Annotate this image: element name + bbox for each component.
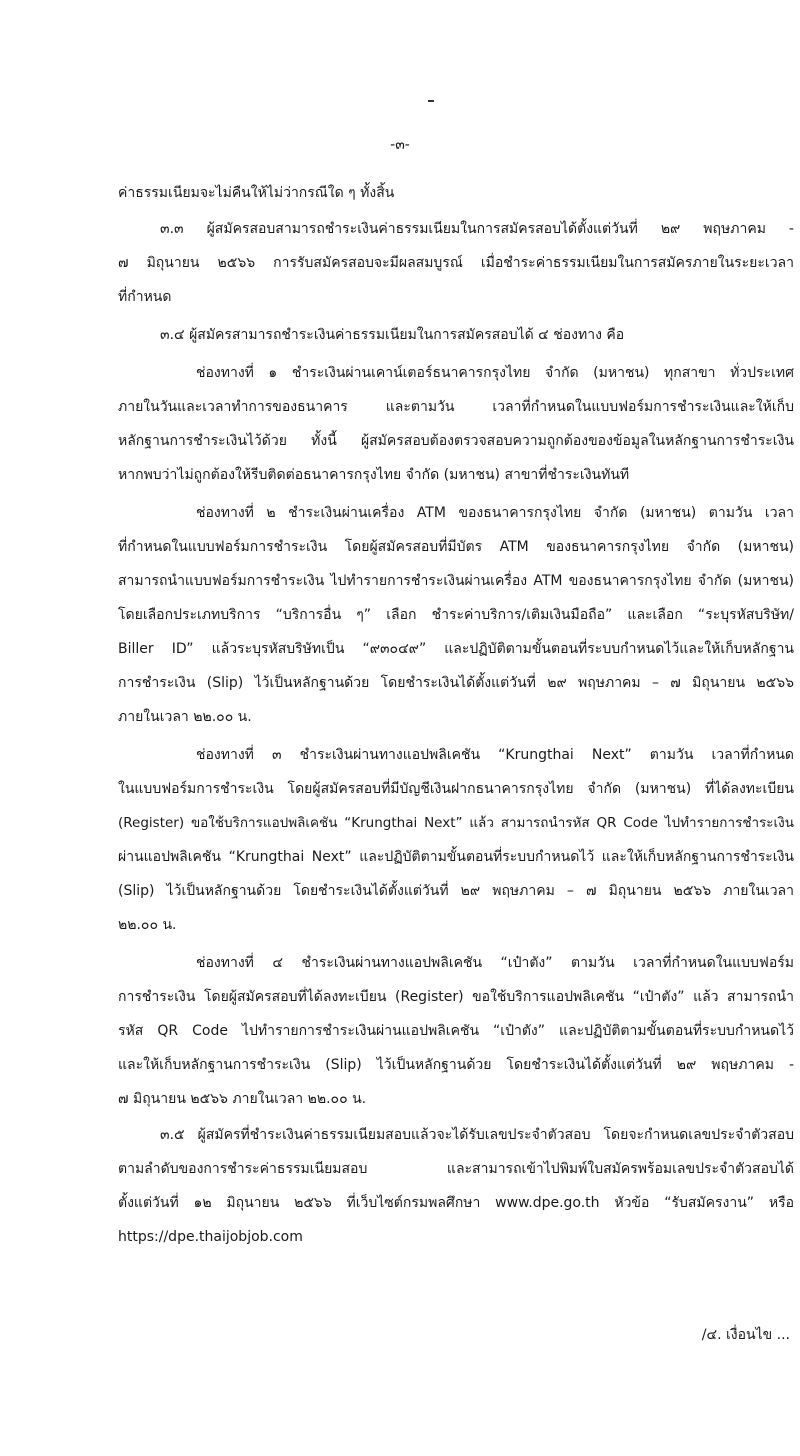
text-line: ภายในวันและเวลาทำการของธนาคาร และตามวัน เวลาที่กำหนดในแบบฟอร์มการชำระเงินและให้เก็บ bbox=[118, 399, 794, 415]
text-line: (Slip) ไว้เป็นหลักฐานด้วย โดยชำระเงินได้ตั้งแต่วันที่ ๒๙ พฤษภาคม – ๗ มิถุนายน ๒๕๖๖ ภายในเวลา bbox=[118, 883, 794, 899]
text-line: หลักฐานการชำระเงินไว้ด้วย ทั้งนี้ ผู้สมัครสอบต้องตรวจสอบความถูกต้องของข้อมูลในหลักฐานการชำระเงิน bbox=[118, 433, 794, 449]
text-line: การชำระเงิน (Slip) ไว้เป็นหลักฐานด้วย โดยชำระเงินได้ตั้งแต่วันที่ ๒๙ พฤษภาคม – ๗ มิถุนายน ๒๕๖๖ bbox=[118, 675, 794, 691]
text-line: ๓.๓ ผู้สมัครสอบสามารถชำระเงินค่าธรรมเนียมในการสมัครสอบได้ตั้งแต่วันที่ ๒๙ พฤษภาคม - bbox=[160, 221, 794, 237]
text-line: ๗ มิถุนายน ๒๕๖๖ การรับสมัครสอบจะมีผลสมบูรณ์ เมื่อชำระค่าธรรมเนียมในการสมัครภายในระยะเวลา bbox=[118, 255, 794, 271]
text-line: ตามลำดับของการชำระค่าธรรมเนียมสอบ และสามารถเข้าไปพิมพ์ใบสมัครพร้อมเลขประจำตัวสอบได้ bbox=[118, 1161, 794, 1177]
text-line: ๗ มิถุนายน ๒๕๖๖ ภายในเวลา ๒๒.๐๐ น. bbox=[118, 1091, 367, 1107]
text-line: รหัส QR Code ไปทำรายการชำระเงินผ่านแอปพลิเคชัน “เป๋าตัง” และปฏิบัติตามขั้นตอนที่ระบบกำหนดไว้ bbox=[118, 1023, 794, 1039]
text-line: ที่กำหนด bbox=[118, 289, 172, 305]
text-line: ตั้งแต่วันที่ ๑๒ มิถุนายน ๒๕๖๖ ที่เว็บไซต์กรมพลศึกษา www.dpe.go.th หัวข้อ “รับสมัครงาน” หรือ bbox=[118, 1195, 794, 1211]
text-line: Biller ID” แล้วระบุรหัสบริษัทเป็น “๙๓๐๔๙” และปฏิบัติตามขั้นตอนที่ระบบกำหนดไว้และให้เก็บหลักฐาน bbox=[118, 641, 794, 657]
page-footer-continuation: /๔. เงื่อนไข ... bbox=[701, 1327, 790, 1343]
text-line: (Register) ขอใช้บริการแอปพลิเคชัน “Krungthai Next” แล้ว สามารถนำรหัส QR Code ไปทำรายการชำระเงิน bbox=[118, 815, 794, 831]
text-line: ช่องทางที่ ๓ ชำระเงินผ่านทางแอปพลิเคชัน “Krungthai Next” ตามวัน เวลาที่กำหนด bbox=[196, 747, 794, 763]
text-line: ๒๒.๐๐ น. bbox=[118, 917, 177, 933]
scan-mark bbox=[428, 100, 434, 102]
text-line: การชำระเงิน โดยผู้สมัครสอบที่ได้ลงทะเบียน (Register) ขอใช้บริการแอปพลิเคชัน “เป๋าตัง” แล้ว สามารถนำ bbox=[118, 989, 794, 1005]
text-line: และให้เก็บหลักฐานการชำระเงิน (Slip) ไว้เป็นหลักฐานด้วย โดยชำระเงินได้ตั้งแต่วันที่ ๒๙ พฤษภาคม - bbox=[118, 1057, 794, 1073]
text-line: https://dpe.thaijobjob.com bbox=[118, 1229, 303, 1245]
text-line: โดยเลือกประเภทบริการ “บริการอื่น ๆ” เลือก ชำระค่าบริการ/เติมเงินมือถือ” และเลือก “ระบุรหัสบริษัท/ bbox=[118, 607, 794, 623]
text-line: หากพบว่าไม่ถูกต้องให้รีบติดต่อธนาคารกรุงไทย จำกัด (มหาชน) สาขาที่ชำระเงินทันที bbox=[118, 467, 630, 483]
text-line: ในแบบฟอร์มการชำระเงิน โดยผู้สมัครสอบที่มีบัญชีเงินฝากธนาคารกรุงไทย จำกัด (มหาชน) ที่ได้ลงทะเบียน bbox=[118, 781, 794, 797]
text-line: ช่องทางที่ ๔ ชำระเงินผ่านทางแอปพลิเคชัน “เป๋าตัง” ตามวัน เวลาที่กำหนดในแบบฟอร์ม bbox=[196, 955, 794, 971]
page-number: -๓- bbox=[390, 137, 410, 153]
text-line: ผ่านแอปพลิเคชัน “Krungthai Next” และปฏิบัติตามขั้นตอนที่ระบบกำหนดไว้ และให้เก็บหลักฐานการชำระเงิน bbox=[118, 849, 794, 865]
text-line: ค่าธรรมเนียมจะไม่คืนให้ไม่ว่ากรณีใด ๆ ทั้งสิ้น bbox=[118, 185, 395, 201]
text-line: ช่องทางที่ ๑ ชำระเงินผ่านเคาน์เตอร์ธนาคารกรุงไทย จำกัด (มหาชน) ทุกสาขา ทั่วประเทศ bbox=[196, 365, 794, 381]
text-line: ภายในเวลา ๒๒.๐๐ น. bbox=[118, 709, 252, 725]
text-line: ๓.๕ ผู้สมัครที่ชำระเงินค่าธรรมเนียมสอบแล้วจะได้รับเลขประจำตัวสอบ โดยจะกำหนดเลขประจำตัวสอบ bbox=[160, 1127, 794, 1143]
text-line: ที่กำหนดในแบบฟอร์มการชำระเงิน โดยผู้สมัครสอบที่มีบัตร ATM ของธนาคารกรุงไทย จำกัด (มหาชน) bbox=[118, 539, 794, 555]
text-line: ช่องทางที่ ๒ ชำระเงินผ่านเครื่อง ATM ของธนาคารกรุงไทย จำกัด (มหาชน) ตามวัน เวลา bbox=[196, 505, 794, 521]
text-line: ๓.๔ ผู้สมัครสามารถชำระเงินค่าธรรมเนียมในการสมัครสอบได้ ๔ ช่องทาง คือ bbox=[160, 327, 625, 343]
text-line: สามารถนำแบบฟอร์มการชำระเงิน ไปทำรายการชำระเงินผ่านเครื่อง ATM ของธนาคารกรุงไทย จำกัด (มหาชน) bbox=[118, 573, 794, 589]
